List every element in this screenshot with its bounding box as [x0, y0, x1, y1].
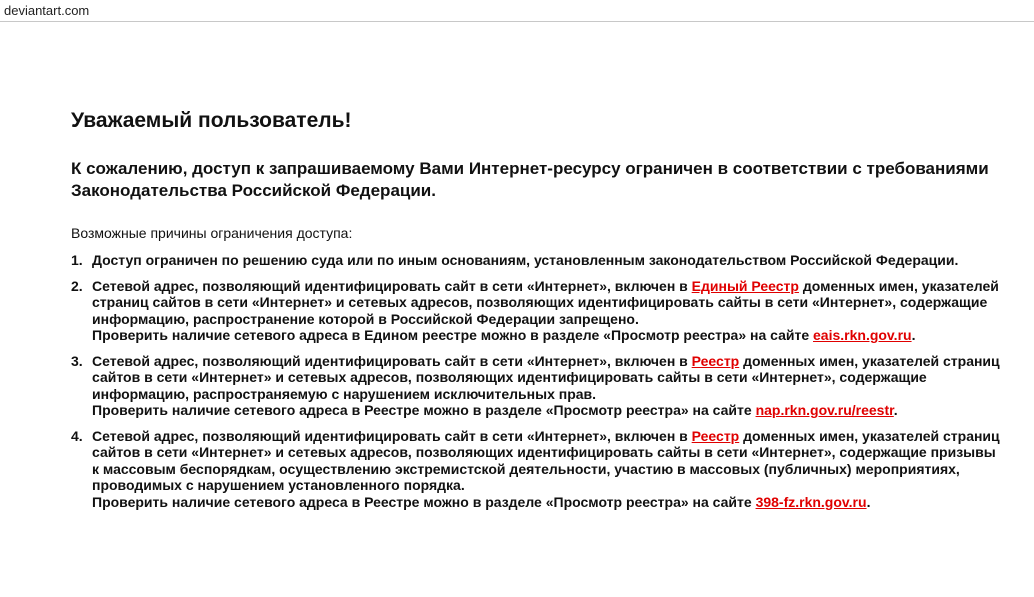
reason-text-after: доменных имен, указателей страниц сайтов в сети «Интернет» и сетевых адресов, позволяющих идентифицировать сайты в сети «Интернет», содержащие призывы к массовым беспорядкам, осуществлению экстремистской деятельности, участию в массовых (публичных) мероприятиях, проводимых с нарушением установленного порядка. — [92, 427, 1000, 493]
address-url[interactable]: deviantart.com — [4, 3, 90, 18]
registry-link[interactable]: Реестр — [691, 352, 740, 369]
reason-number: 1. — [71, 252, 83, 268]
reason-text-before: Сетевой адрес, позволяющий идентифицировать сайт в сети «Интернет», включен в — [92, 277, 692, 294]
reason-text-after: доменных имен, указателей страниц сайтов в сети «Интернет» и сетевых адресов, позволяющих идентифицировать сайты в сети «Интернет», содержащие информацию, распространение которой в Российской Федерации запрещено. — [92, 277, 999, 327]
line-end: . — [866, 493, 871, 510]
reason-item-1 — [71, 252, 1001, 269]
reason-check-line — [92, 494, 1001, 511]
reason-number: 2. — [71, 277, 83, 294]
registry-link[interactable]: Единый Реестр — [691, 277, 799, 294]
reason-item-2 — [71, 278, 1001, 344]
reason-text-before: Сетевой адрес, позволяющий идентифицировать сайт в сети «Интернет», включен в — [92, 427, 692, 444]
check-text: Проверить наличие сетевого адреса в Едином реестре можно в разделе «Просмотр реестра» на сайте — [92, 327, 814, 343]
site-link-eais[interactable]: eais.rkn.gov.ru — [813, 327, 912, 343]
address-bar[interactable] — [0, 0, 1034, 22]
page-subheading: К сожалению, доступ к запрашиваемому Вами Интернет-ресурсу ограничен в соответствии с требованиями Законодательства Российской Федерации. — [71, 159, 989, 200]
reason-text — [92, 353, 1001, 403]
reason-check-line — [92, 327, 1001, 344]
page-heading: Уважаемый пользователь! — [71, 109, 352, 132]
line-end: . — [911, 327, 916, 343]
reasons-list — [71, 252, 1001, 510]
reason-text-before: Сетевой адрес, позволяющий идентифицировать сайт в сети «Интернет», включен в — [92, 352, 692, 369]
reasons-title: Возможные причины ограничения доступа: — [71, 225, 353, 241]
site-link-398fz[interactable]: 398-fz.rkn.gov.ru — [755, 493, 867, 510]
reason-text — [92, 278, 1001, 328]
reason-number: 4. — [71, 427, 83, 444]
reason-item-3 — [71, 353, 1001, 419]
reason-text: Доступ ограничен по решению суда или по иным основаниям, установленным законодательством Российской Федерации. — [92, 252, 959, 268]
reason-text — [92, 428, 1001, 494]
check-text: Проверить наличие сетевого адреса в Реестре можно в разделе «Просмотр реестра» на сайте — [92, 402, 756, 418]
reason-text-after: доменных имен, указателей страниц сайтов в сети «Интернет» и сетевых адресов, позволяющих идентифицировать сайты в сети «Интернет», содержащие информацию, распространяемую с нарушением исключительных прав. — [92, 352, 1000, 402]
block-notice — [71, 108, 1001, 519]
reason-number: 3. — [71, 352, 83, 369]
check-text: Проверить наличие сетевого адреса в Реестре можно в разделе «Просмотр реестра» на сайте — [92, 493, 756, 510]
site-link-nap[interactable]: nap.rkn.gov.ru/reestr — [755, 402, 894, 418]
reason-item-4 — [71, 428, 1001, 511]
line-end: . — [893, 402, 898, 418]
reason-check-line — [92, 402, 1001, 419]
registry-link[interactable]: Реестр — [691, 427, 740, 444]
